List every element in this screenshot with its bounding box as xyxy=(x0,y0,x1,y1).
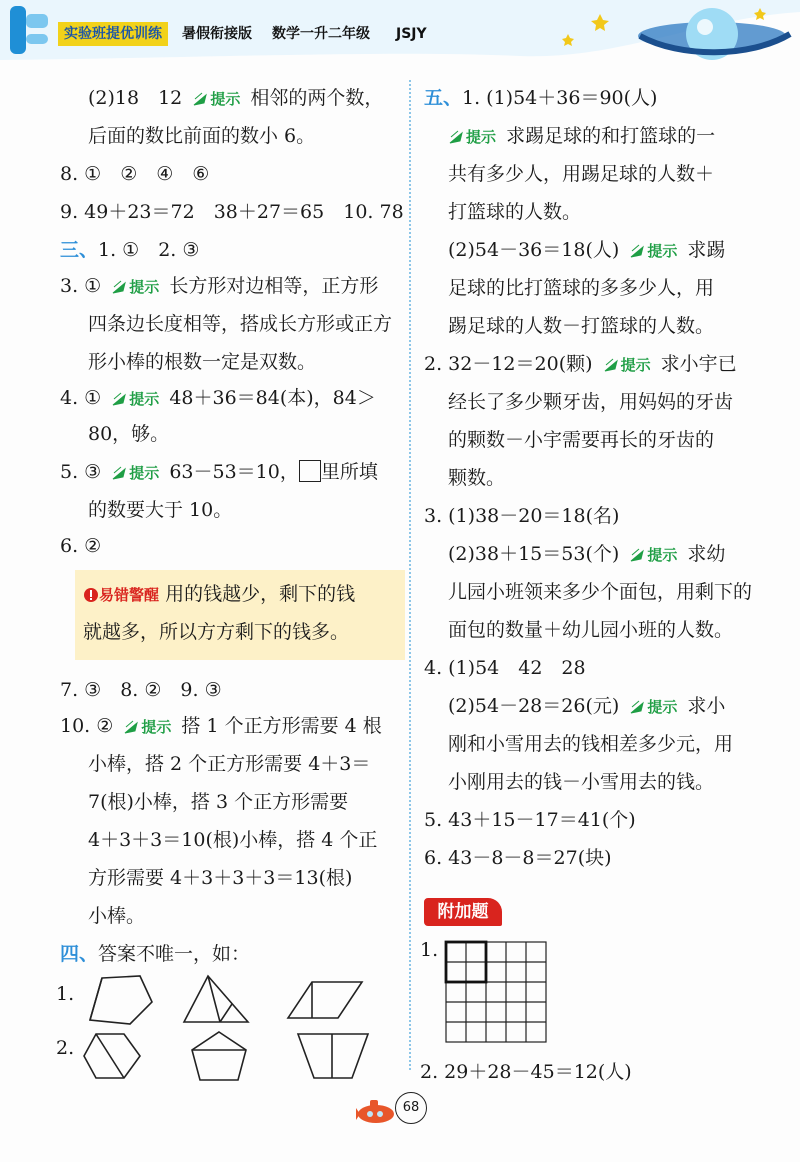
answer-line: 小刚用去的钱－小雪用去的钱。 xyxy=(448,771,715,793)
hint-badge: 提示 xyxy=(603,356,651,374)
warning-label: 易错警醒 xyxy=(83,586,159,604)
answer-line: 9. 49＋23＝72 38＋27＝65 10. 78 xyxy=(60,201,404,223)
hint-badge: 提示 xyxy=(629,242,677,260)
answer-line: (2)38＋15＝53(个) 提示 求幼 xyxy=(448,543,726,565)
blank-box-icon xyxy=(299,460,321,482)
logo-bar-icon xyxy=(10,6,26,54)
leaf-icon xyxy=(629,699,645,715)
leaf-icon xyxy=(111,391,127,407)
answer-line: (2)54－36＝18(人) 提示 求踢 xyxy=(448,239,726,261)
brand-label: 实验班提优训练 xyxy=(58,22,168,46)
answer-line: 3. (1)38－20＝18(名) xyxy=(424,505,620,527)
answer-line: 2. xyxy=(56,1037,75,1059)
answer-line: 6. ② xyxy=(60,535,102,557)
answer-line: 共有多少人，用踢足球的人数＋ xyxy=(448,163,715,185)
pentagon-divided-figure xyxy=(80,972,160,1028)
warning-box: 易错警醒 用的钱越少，剩下的钱 就越多，所以方方剩下的钱多。 xyxy=(75,570,405,660)
answer-line: 2. 32－12＝20(颗) 提示 求小宇已 xyxy=(424,353,737,375)
answer-line: 四条边长度相等，搭成长方形或正方 xyxy=(88,313,393,335)
section-heading: 四、 xyxy=(60,943,99,965)
page-header xyxy=(0,0,800,80)
hexagon-divided-figure xyxy=(80,1028,150,1084)
answer-line: 足球的比打篮球的多多少人，用 xyxy=(448,277,715,299)
hint-badge: 提示 xyxy=(123,718,171,736)
series-code: JSJY xyxy=(396,26,427,42)
answer-line: 四、答案不唯一，如： xyxy=(60,943,251,965)
answer-line: 经长了多少颗牙齿，用妈妈的牙齿 xyxy=(448,391,734,413)
hint-badge: 提示 xyxy=(111,390,159,408)
answer-line: 6. 43－8－8＝27(块) xyxy=(424,847,612,869)
answer-line: 3. ① 提示 长方形对边相等，正方形 xyxy=(60,275,379,297)
hint-badge: 提示 xyxy=(629,698,677,716)
leaf-icon xyxy=(111,279,127,295)
answer-line: 10. ② 提示 搭 1 个正方形需要 4 根 xyxy=(60,715,382,737)
answer-line: 小棒。 xyxy=(88,905,146,927)
answer-line: 4. ① 提示 48＋36＝84(本)，84＞ xyxy=(60,387,376,409)
answer-line: 的颗数－小宇需要再长的牙齿的 xyxy=(448,429,715,451)
parallelogram-divided-figure xyxy=(282,978,368,1022)
section-heading: 三、 xyxy=(60,239,99,261)
answer-line: 后面的数比前面的数小 6。 xyxy=(88,125,316,147)
answer-line: 的数要大于 10。 xyxy=(88,499,233,521)
edition-title: 暑假衔接版 xyxy=(182,26,252,42)
answer-line: 踢足球的人数－打篮球的人数。 xyxy=(448,315,715,337)
column-divider xyxy=(409,80,411,1070)
answer-line: 4. (1)54 42 28 xyxy=(424,657,586,679)
answer-line: 打篮球的人数。 xyxy=(448,201,582,223)
answer-line: 颗数。 xyxy=(448,467,506,489)
page-number: 68 xyxy=(395,1092,427,1124)
hint-badge: 提示 xyxy=(629,546,677,564)
alert-icon xyxy=(83,587,99,603)
leaf-icon xyxy=(629,547,645,563)
hint-badge: 提示 xyxy=(448,128,496,146)
answer-line: 面包的数量＋幼儿园小班的人数。 xyxy=(448,619,734,641)
answer-line: 小棒，搭 2 个正方形需要 4＋3＝ xyxy=(88,753,371,775)
grid-figure xyxy=(444,940,550,1046)
trapezoid-divided-figure xyxy=(178,972,258,1028)
answer-line: 2. 29＋28－45＝12(人) xyxy=(420,1061,632,1083)
bonus-section-tag: 附加题 xyxy=(424,898,502,926)
answer-line: 刚和小雪用去的钱相差多少元，用 xyxy=(448,733,734,755)
hint-badge: 提示 xyxy=(111,464,159,482)
answer-line: 儿园小班领来多少个面包，用剩下的 xyxy=(448,581,753,603)
answer-line: 5. 43＋15－17＝41(个) xyxy=(424,809,636,831)
submarine-icon xyxy=(352,1094,398,1126)
hint-badge: 提示 xyxy=(111,278,159,296)
section-heading: 五、 xyxy=(424,87,463,109)
leaf-icon xyxy=(603,357,619,373)
hint-badge: 提示 xyxy=(192,90,240,108)
leaf-icon xyxy=(192,91,208,107)
answer-line: 形小棒的根数一定是双数。 xyxy=(88,351,317,373)
answer-line: 方形需要 4＋3＋3＋3＝13(根) xyxy=(88,867,353,889)
trapezoid-figure xyxy=(294,1028,374,1084)
answer-line: 7(根)小棒，搭 3 个正方形需要 xyxy=(88,791,349,813)
answer-line: 80，够。 xyxy=(88,423,170,445)
answer-line: 1. xyxy=(420,939,439,961)
answer-line: 7. ③ 8. ② 9. ③ xyxy=(60,679,222,701)
subject-title: 数学一升二年级 xyxy=(272,26,370,42)
pentagon-figure xyxy=(184,1028,254,1084)
answer-line: (2)54－28＝26(元) 提示 求小 xyxy=(448,695,726,717)
leaf-icon xyxy=(629,243,645,259)
answer-line: 五、1. (1)54＋36＝90(人) xyxy=(424,87,658,109)
answer-line: 提示 求踢足球的和打篮球的一 xyxy=(448,122,715,150)
answer-line: 1. xyxy=(56,983,75,1005)
leaf-icon xyxy=(123,719,139,735)
leaf-icon xyxy=(448,129,464,145)
leaf-icon xyxy=(111,465,127,481)
answer-line: 5. ③ 提示 63－53＝10， 里所填 xyxy=(60,461,378,483)
answer-line: 4＋3＋3＝10(根)小棒，搭 4 个正 xyxy=(88,829,378,851)
answer-line: (2)18 12 提示 相邻的两个数， xyxy=(88,87,384,109)
answer-line: 8. ① ② ④ ⑥ xyxy=(60,163,210,185)
answer-line: 三、1. ① 2. ③ xyxy=(60,239,200,261)
